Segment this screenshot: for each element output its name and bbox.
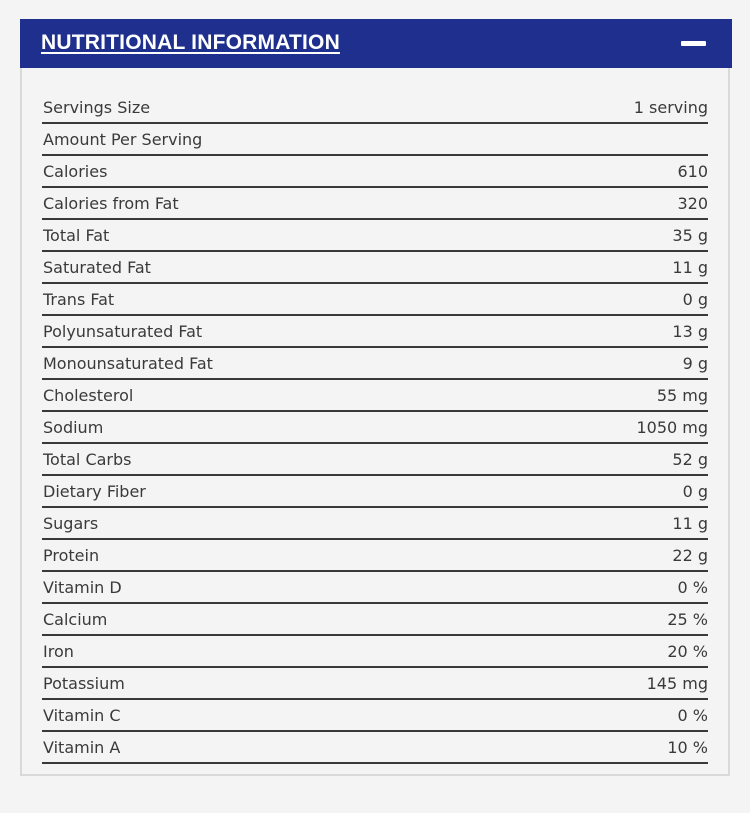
nutrient-label: Sodium	[43, 418, 104, 437]
nutrient-value: 0 %	[677, 706, 708, 725]
nutrition-row	[42, 316, 708, 348]
nutrient-value: 55 mg	[656, 386, 708, 405]
nutrition-panel	[20, 19, 730, 776]
nutrition-row	[42, 412, 708, 444]
nutrition-row	[42, 700, 708, 732]
nutrient-value: 11 g	[672, 514, 708, 533]
nutrient-label: Vitamin D	[43, 578, 122, 597]
nutrition-row	[42, 220, 708, 252]
nutrient-value: 25 %	[667, 610, 708, 629]
nutrient-label: Dietary Fiber	[43, 482, 146, 501]
nutrition-row	[42, 732, 708, 764]
nutrition-row	[42, 636, 708, 668]
nutrient-value: 0 %	[677, 578, 708, 597]
nutrition-row	[42, 124, 708, 156]
nutrient-value: 0 g	[682, 290, 708, 309]
nutrition-row	[42, 668, 708, 700]
nutrient-label: Monounsaturated Fat	[43, 354, 213, 373]
nutrient-label: Total Carbs	[43, 450, 132, 469]
nutrition-row	[42, 188, 708, 220]
nutrient-value: 52 g	[672, 450, 708, 469]
nutrient-label: Saturated Fat	[43, 258, 151, 277]
nutrition-row	[42, 380, 708, 412]
nutrition-row	[42, 572, 708, 604]
nutrient-label: Cholesterol	[43, 386, 134, 405]
nutrient-label: Calories	[43, 162, 108, 181]
nutrient-value: 320	[677, 194, 708, 213]
nutrient-label: Calcium	[43, 610, 108, 629]
nutrient-value: 11 g	[672, 258, 708, 277]
nutrition-row	[42, 156, 708, 188]
panel-header[interactable]	[20, 19, 732, 68]
nutrient-label: Amount Per Serving	[43, 130, 203, 149]
nutrient-label: Trans Fat	[43, 290, 115, 309]
nutrient-label: Iron	[43, 642, 74, 661]
nutrient-label: Protein	[43, 546, 100, 565]
nutrient-label: Vitamin A	[43, 738, 121, 757]
nutrition-row	[42, 92, 708, 124]
nutrient-value: 1 serving	[633, 98, 708, 117]
nutrition-table	[42, 92, 708, 764]
nutrient-value: 0 g	[682, 482, 708, 501]
nutrient-label: Polyunsaturated Fat	[43, 322, 203, 341]
nutrient-value: 10 %	[667, 738, 708, 757]
nutrition-row	[42, 348, 708, 380]
nutrient-value: 610	[677, 162, 708, 181]
panel-title[interactable]: NUTRITIONAL INFORMATION	[41, 31, 340, 54]
nutrient-value: 22 g	[672, 546, 708, 565]
nutrient-value: 20 %	[667, 642, 708, 661]
nutrition-row	[42, 252, 708, 284]
collapse-button[interactable]	[676, 28, 712, 58]
nutrient-label: Calories from Fat	[43, 194, 179, 213]
nutrient-label: Servings Size	[43, 98, 151, 117]
nutrient-value: 9 g	[682, 354, 708, 373]
nutrient-value: 145 mg	[646, 674, 708, 693]
nutrient-label: Sugars	[43, 514, 99, 533]
nutrient-label: Potassium	[43, 674, 125, 693]
nutrient-value: 1050 mg	[636, 418, 708, 437]
nutrition-row	[42, 604, 708, 636]
nutrition-row	[42, 284, 708, 316]
nutrient-value: 35 g	[672, 226, 708, 245]
nutrient-value: 13 g	[672, 322, 708, 341]
nutrient-label: Vitamin C	[43, 706, 121, 725]
nutrition-row	[42, 476, 708, 508]
minus-icon	[681, 41, 706, 46]
nutrient-label: Total Fat	[43, 226, 110, 245]
nutrition-row	[42, 540, 708, 572]
nutrition-row	[42, 508, 708, 540]
nutrition-row	[42, 444, 708, 476]
